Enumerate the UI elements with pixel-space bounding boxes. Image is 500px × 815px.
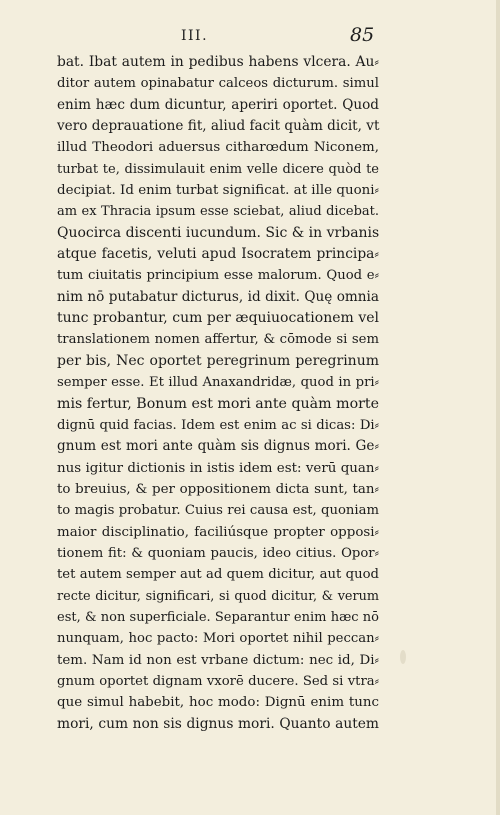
text-line: nunquam, hoc pacto: Mori oportet nihil peccan⸗	[57, 631, 379, 647]
text-line: ditor autem opinabatur calceos dicturum. simul	[57, 76, 379, 92]
body-text	[57, 52, 379, 735]
text-line: dignū quid facias. Idem est enim ac si dicas: Di⸗	[57, 417, 379, 433]
text-line: nus igitur dictionis in istis idem est: verū quan⸗	[57, 460, 379, 476]
text-line: bat. Ibat autem in pedibus habens vlcera. Au⸗	[57, 54, 379, 70]
text-line: to magis probatur. Cuius rei causa est, quoniam	[57, 503, 379, 519]
running-header	[0, 26, 500, 50]
text-line: tum ciuitatis principium esse malorum. Quod e⸗	[57, 268, 379, 284]
text-line: est, & non superficiale. Separantur enim hæc nō	[57, 609, 379, 625]
text-line: turbat te, dissimulauit enim velle dicere quòd te	[57, 161, 379, 177]
text-line: translationem nomen affertur, & cōmode si sem	[57, 332, 379, 348]
text-line: enim hæc dum dicuntur, aperiri oportet. Quod	[57, 96, 379, 113]
text-line: am ex Thracia ipsum esse sciebat, aliud dicebat.	[57, 204, 379, 220]
text-line: semper esse. Et illud Anaxandridæ, quod in pri⸗	[57, 375, 379, 391]
text-line: illud Theodori aduersus citharœdum Niconem,	[57, 140, 379, 156]
text-line: nim nō putabatur dicturus, id dixit. Quę omnia	[57, 288, 379, 305]
text-line: recte dicitur, significari, si quod dicitur, & verum	[57, 588, 379, 604]
text-line: per bis, Nec oportet peregrinum peregrinum	[57, 352, 379, 369]
text-line: maior disciplinatio, faciliúsque propter opposi⸗	[57, 524, 379, 540]
text-line: que simul habebit, hoc modo: Dignū enim tunc	[57, 695, 379, 711]
text-line: gnum oportet dignam vxorē ducere. Sed si vtra⸗	[57, 673, 379, 689]
text-line: vero deprauatione fit, aliud facit quàm dicit, vt	[57, 118, 380, 135]
text-line: gnum est mori ante quàm sis dignus mori. Ge⸗	[57, 438, 379, 455]
text-line: mis fertur, Bonum est mori ante quàm morte	[57, 395, 379, 412]
folio-number: 85	[350, 24, 375, 46]
text-line: mori, cum non sis dignus mori. Quanto autem	[57, 715, 379, 732]
text-line: to breuius, & per oppositionem dicta sunt, tan⸗	[57, 481, 379, 497]
text-line: decipiat. Id enim turbat significat. at ille quoni⸗	[57, 183, 379, 199]
text-line: tem. Nam id non est vrbane dictum: nec id, Di⸗	[57, 652, 379, 668]
text-line: atque facetis, veluti apud Isocratem principa⸗	[57, 246, 379, 263]
paper-stain	[400, 650, 406, 664]
signature-mark: III.	[181, 28, 209, 44]
text-line: tionem fit: & quoniam paucis, ideo citius. Opor⸗	[57, 545, 379, 561]
text-line: tunc probantur, cum per æquiuocationem vel	[57, 310, 379, 327]
text-line: tet autem semper aut ad quem dicitur, aut quod	[57, 567, 379, 583]
text-line: Quocirca discenti iucundum. Sic & in vrbanis	[57, 224, 380, 241]
